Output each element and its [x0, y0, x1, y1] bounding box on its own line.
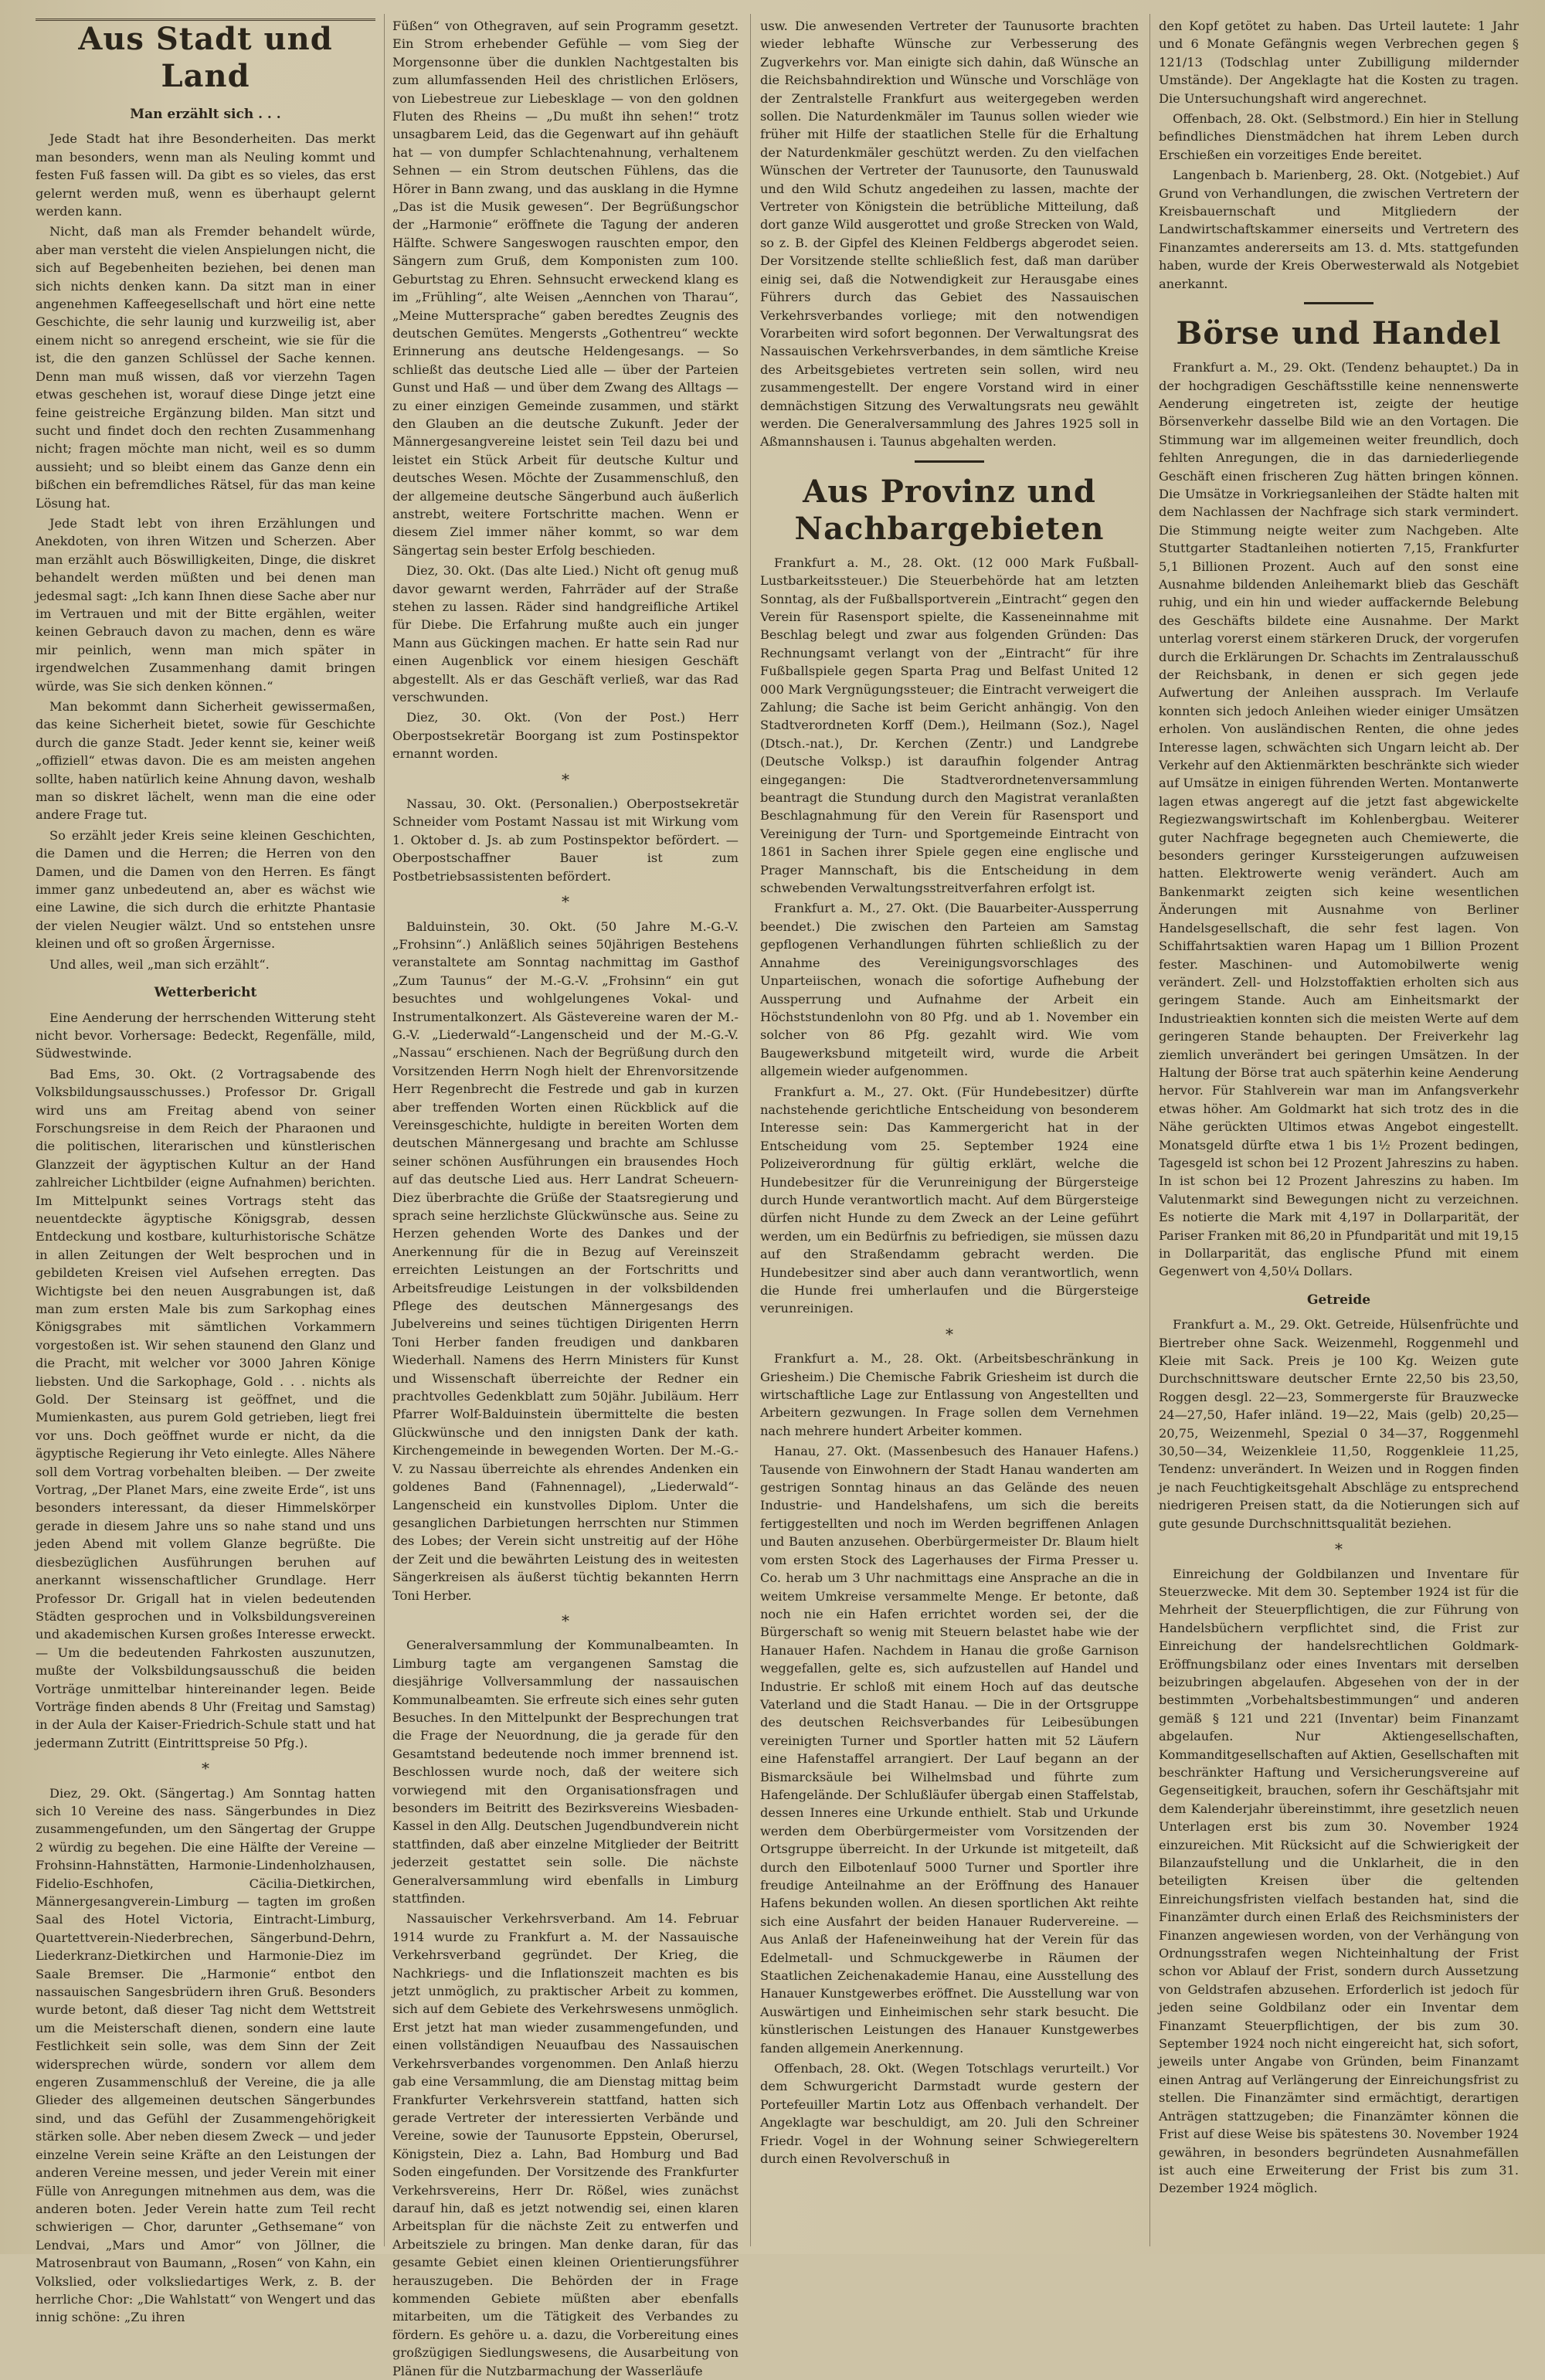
article-paragraph: Offenbach, 28. Okt. (Selbstmord.) Ein hier in Stellung befindliches Dienstmädchen hat ihrem Leben durch Erschießen ein vorzeitiges Ende bereitet. [1159, 111, 1519, 162]
article-paragraph: Generalversammlung der Kommunalbeamten. In Limburg tagte am vergangenen Samstag die diesjährige Vollversammlung der nassauischen Kommunalbeamten. Sie erfreute sich eines sehr guten Besuches. In den Mittelpunkt der Besprechungen trat die Frage der Neuordnung, die ja gerade für den Gesamtstand bedeutende noch immer brennend ist. Beschlossen wurde noch, daß der weitere sich vorwiegend mit den Organisationsfragen und besonders im Beitritt des Bezirksvereins Wiesbaden-Kassel in den Allg. Deutschen Jugendbundverein nicht stattfinden, daß aber einzelne Mitglieder der Beitritt jederzeit gestattet sein solle. Die nächste Generalversammlung wird ebenfalls in Limburg stattfinden. [392, 1638, 739, 1906]
article-paragraph: Diez, 30. Okt. (Das alte Lied.) Nicht oft genug muß davor gewarnt werden, Fahrräder auf der Straße stehen zu lassen. Räder sind handgreifliche Artikel für Diebe. Die Erfahrung mußte auch ein junger Mann aus Gückingen machen. Er hatte sein Rad nur einen Augenblick vor einem hiesigen Geschäft abgestellt. Als er das Geschäft verließ, war das Rad verschwunden. [392, 563, 739, 705]
article-paragraph: Frankfurt a. M., 28. Okt. (Arbeitsbeschränkung in Griesheim.) Die Chemische Fabrik Griesheim ist durch die wirtschaftliche Lage zur Entlassung von Angestellten und Arbeitern gezwungen. In Frage sollen dem Vernehmen nach mehrere hundert Arbeiter kommen. [760, 1351, 1139, 1438]
article-separator: * [562, 769, 569, 789]
article-paragraph: Füßen“ von Othegraven, auf sein Programm gesetzt. Ein Strom erhebender Gefühle — vom Sieg der Morgensonne über die dunklen Nachtgestalten bis zum allumfassenden Heil des christlichen Erlösers, von Liebestreue zur Liebesklage — von den goldnen Fluten des Rheins — „Du mußt ihn sehen!“ trotz unsagbarem Leid, das die Gegenwart auf ihn gehäuft hat — von dumpfer Schlachtenahnung, verhaltenem Sehnen — ein Strom deutschen Fühlens, das die Hörer in Bann zwang, und das ausklang in die Hymne „Das ist die Musik gewesen“. Der Begrüßungschor der „Harmonie“ eröffnete die Tagung der anderen Hälfte. Schwere Sangeswogen rauschten empor, den Sängern zum Gruß, dem Komponisten zum 100. Geburtstag zu Ehren. Sehnsucht erweckend klang es im „Frühling“, alte Weisen „Aennchen von Tharau“, „Meine Muttersprache“ gaben beredtes Zeugnis des deutschen Gemütes. Mengersts „Gothentreu“ weckte Erinnerung ans deutsche Heldengesangs. — So schließt das deutsche Lied alle — über der Parteien Gunst und Haß — und über dem Zwang des Alltags — zu einer einzigen Gemeinde zusammen, und stärkt den Glauben an die deutsche Zukunft. Jeder der Männergesangvereine leistet sein Teil dazu bei und leistet ein Stück Arbeit für deutsche Kultur und deutsches Wesen. Möchte der Zusammenschluß, den der allgemeine deutsche Sängerbund auch äußerlich anstrebt, weitere Fortschritte machen. Wenn er diesem Ziel immer näher kommt, so war dem Sängertag sein bester Erfolg beschieden. [392, 19, 739, 558]
article-paragraph: So erzählt jeder Kreis seine kleinen Geschichten, die Damen und die Herren; die Herren von den Damen, und die Damen von den Herren. Es fängt immer ganz unbedeutend an, aber es wächst wie eine Lawine, die sich durch die erhitzte Phantasie der vielen Neugier wälzt. Und so entstehen unsre kleinen und oft so großen Ärgernisse. [36, 827, 375, 952]
article-subhead: Man erzählt sich . . . [130, 107, 281, 122]
article-paragraph: Man bekommt dann Sicherheit gewissermaßen, das keine Sicherheit bietet, sowie für Geschichte durch die ganze Stadt. Jeder kennt sie, keiner weiß „offiziell“ etwas davon. Die es am meisten angehen sollte, haben natürlich keine Ahnung davon, weshalb man so diskret lächelt, wenn man die eine oder andere Frage tut. [36, 699, 375, 823]
article-paragraph: Langenbach b. Marienberg, 28. Okt. (Notgebiet.) Auf Grund von Verhandlungen, die zwischen Vertretern der Kreisbauernschaft und Mitgliedern der Landwirtschaftskammer einerseits und Vertretern des Finanzamtes andererseits am 13. d. Mts. stattgefunden haben, wurde der Kreis Oberwesterwald als Notgebiet anerkannt. [1159, 168, 1519, 291]
article-paragraph: Einreichung der Goldbilanzen und Inventare für Steuerzwecke. Mit dem 30. September 1924 ist für die Mehrheit der Steuerpflichtigen, die zur Führung von Handelsbüchern verpflichtet sind, die Frist zur Einreichung der handelsrechtlichen Goldmark-Eröffnungsbilanz oder eines Inventars mit derselben beizubringen abgelaufen. Abgesehen von der in der bestimmten „Vorbehaltsbestimmungen“ und anderen gemäß § 121 und 221 (Inventar) beim Finanzamt abgelaufen. Nur Aktiengesellschaften, Kommanditgesellschaften auf Aktien, Gesellschaften mit beschränkter Haftung und Versicherungsvereine auf Gegenseitigkeit, brauchen, sofern ihr Geschäftsjahr mit dem Kalenderjahr übereinstimmt, ihre gesetzlich neuen Unterlagen erst bis zum 30. November 1924 einzureichen. Mit Rücksicht auf die Schwierigkeit der Bilanzaufstellung und die Unklarheit, die in den beteiligten Kreisen über die geltenden Einreichungsfristen vielfach bestanden hat, sind die Finanzämter durch einen Erlaß des Reichsministers der Finanzen angewiesen worden, von der Verhängung von Ordnungsstrafen wegen Nichteinhaltung der Frist schon vor Ablauf der Frist, sondern durch Aussetzung von Geldstrafen abzusehen. Erforderlich ist jedoch für jeden seine Goldbilanz oder ein Inventar dem Finanzamt Steuerpflichtigen, der bis zum 30. September 1924 noch nicht eingereicht hat, sich sofort, jeweils unter Angabe von Gründen, beim Finanzamt einen Antrag auf Verlängerung der Einreichungsfrist zu stellen. Die Finanzämter sind ermächtigt, derartigen Anträgen stattzugeben; die Finanzämter können die Frist auf diese Weise bis spätestens 30. November 1924 gewähren, in besonders begründeten Ausnahmefällen ist auch eine Erweiterung der Frist bis zum 31. Dezember 1924 möglich. [1159, 1566, 1519, 2196]
article-paragraph: Jede Stadt lebt von ihren Erzählungen und Anekdoten, von ihren Witzen und Scherzen. Aber man erzählt auch Böswilligkeiten, Dinge, die diskret behandelt werden müßten und bei denen man jedesmal sagt: „Ich kann Ihnen diese Sache aber nur im Vertrauen und mit der Bitte ergählen, weiter keinen Gebrauch davon zu machen, denn es wäre mir peinlich, wenn man mich später in irgendwelchen Zusammenhang damit bringen würde, was Sie sich denken können.“ [36, 515, 375, 694]
article-separator: * [562, 1611, 569, 1630]
section-headline: Börse und Handel [1176, 315, 1502, 352]
article-paragraph: Balduinstein, 30. Okt. (50 Jahre M.-G.-V. „Frohsinn“.) Anläßlich seines 50jährigen Bestehens veranstaltete am Sonntag nachmittag im Gasthof „Zum Taunus“ der M.-G.-V. „Frohsinn“ ein gut besuchtes und wohlgelungenes Vokal- und Instrumentalkonzert. Als Gästevereine waren der M.-G.-V. „Liederwald“-Langenscheid und der M.-G.-V. „Nassau“ erschienen. Nach der Begrüßung durch den Vorsitzenden Herrn Nogh hielt der Ehrenvorsitzende Herr Regenbrecht die Festrede und gab in kurzen aber treffenden Worten einen Rückblick auf die Vereinsgeschichte, huldigte in bereiten Worten dem deutschen Männergesang und brachte am Schlusse seiner schönen Ausführungen ein brausendes Hoch auf das deutsche Lied aus. Herr Landrat Scheuern-Diez überbrachte die Grüße der Staatsregierung und sprach seine herzlichste Glückwünsche aus. Seine zu Herzen gehenden Worte des Dankes und der Anerkennung für die in Bezug auf Vereinszeit erreichten Leistungen an der Fortschritts und Arbeitsfreudige Leistungen in der volksbildenden Pflege des deutschen Männergesangs des Jubelvereins und seines tüchtigen Dirigenten Herrn Toni Herber fanden freudigen und dankbaren Wiederhall. Namens des Herrn Ministers für Kunst und Wissenschaft überreichte der Redner ein prachtvolles Gedenkblatt zum 50jähr. Jubiläum. Herr Pfarrer Wolf-Balduinstein übermittelte die besten Glückwünsche und den innigsten Dank der kath. Kirchengemeinde in bewegenden Worten. Der M.-G.-V. zu Nassau überreichte als ehrendes Andenken ein goldenes Band (Fahnennagel), „Liederwald“-Langenscheid ein kunstvolles Diplom. Unter die gesanglichen Darbietungen herrschten nur Stimmen des Lobes; der Verein sicht unstreitig auf der Höhe der Zeit und die bewährten Leistung des in weitesten Sängerkreisen als äußerst tüchtig bekannten Herrn Toni Herber. [392, 918, 739, 1603]
article-subhead: Getreide [1306, 1292, 1371, 1308]
column-1 [36, 17, 375, 2325]
article-paragraph: Eine Aenderung der herrschenden Witterung steht nicht bevor. Vorhersage: Bedeckt, Regenfälle, mild, Südwestwinde. [36, 1010, 375, 1061]
column-3 [760, 17, 1139, 2242]
article-paragraph: Frankfurt a. M., 29. Okt. Getreide, Hülsenfrüchte und Biertreber ohne Sack. Weizenmehl, Roggenmehl und Kleie mit Sack. Preis je 100 Kg. Weizen gute Durchschnittsware deutscher Ernte 22,50 bis 23,50, Roggen desgl. 22—23, Sommergerste für Brauzwecke 24—27,50, Hafer inländ. 19—22, Mais (gelb) 20,25—20,75, Weizenmehl, Spezial 0 34—37, Roggenmehl 30,50—34, Weizenkleie 11,50, Roggenkleie 11,25, Tendenz: unverändert. In Weizen und in Roggen finden je nach Feuchtigkeitsgehalt Abschläge zu entsprechend niedrigeren Preisen statt, da die Notierungen sich auf gute gesunde Durchschnittsqualität beziehen. [1159, 1317, 1519, 1531]
article-paragraph: Frankfurt a. M., 27. Okt. (Für Hundebesitzer) dürfte nachstehende gerichtliche Entscheidung von besonderem Interesse sein: Das Kammergericht hat in der Entscheidung vom 25. September 1924 eine Polizeiverordnung für gültig erklärt, welche die Hundebesitzer für die Verunreinigung der Bürgersteige durch Hunde verantwortlich macht. Auf dem Bürgersteige dürfen nicht Hunde zu dem Zweck an der Leine geführt werden, um ein Bedürfnis zu befriedigen, sie müssen dazu auf den Straßendamm gebracht werden. Die Hundebesitzer sind aber auch dann verantwortlich, wenn die Hunde frei umherlaufen und die Bürgersteige verunreinigen. [760, 1084, 1139, 1316]
column-rule [384, 14, 385, 2246]
article-separator: * [946, 1324, 953, 1343]
article-paragraph: Nicht, daß man als Fremder behandelt würde, aber man versteht die vielen Anspielungen nicht, die sich auf Begebenheiten beziehen, bei denen man sich nichts denken kann. Da sitzt man in einer angenehmen Kaffeegesellschaft und hört eine nette Geschichte, die sehr launig und kurzweilig ist, aber einem nicht so anregend erscheint, wie sie für die ist, die den ganzen Schlüssel der Sache kennen. Denn man muß wissen, daß vor vierzehn Tagen etwas geschehen ist, worauf diese Dinge jetzt eine feine geistreiche Ergänzung bilden. Man sitzt und sucht und findet doch den rechten Zusammenhang nicht; fragen möchte man nicht, weil es so dumm aussieht; und so bleibt einem das Ganze denn ein bißchen ein befremdliches Rätsel, für das man keine Lösung hat. [36, 224, 375, 511]
article-paragraph: Nassau, 30. Okt. (Personalien.) Oberpostsekretär Schneider vom Postamt Nassau ist mit Wirkung vom 1. Oktober d. Js. ab zum Postinspektor befördert. — Oberpostschaffner Bauer ist zum Postbetriebsassistenten befördert. [392, 796, 739, 884]
column-4 [1159, 17, 1519, 2242]
column-rule [1149, 14, 1150, 2246]
article-paragraph: Bad Ems, 30. Okt. (2 Vortragsabende des Volksbildungsausschusses.) Professor Dr. Grigall wird uns am Freitag abend von seiner Forschungsreise in dem Reich der Pharaonen und die politischen, literarischen und künstlerischen Glanzzeit der ägyptischen Kultur an der Hand zahlreicher Lichtbilder (eigne Aufnahmen) berichten. Im Mittelpunkt seines Vortrags steht das neuentdeckte ägyptische Königsgrab, dessen Entdeckung und kostbare, kulturhistorische Schätze in allen Zeitungen der Welt besprochen und in gebildeten Kreisen viel Aufsehen erregten. Das Wichtigste bei den neuen Ausgrabungen ist, daß man zum ersten Male bis zum Sarkophag eines Königsgrabes mit sämtlichen Vorkammern vorgestoßen ist. Wir sehen staunend den Glanz und die Pracht, mit welcher vor 3000 Jahren Könige liebsten. Und die Sarkophage, Gold . . . nichts als Gold. Der Steinsarg ist geöffnet, und die Mumienkasten, aus purem Gold getrieben, liegt frei vor uns. Doch geöffnet wurde er nicht, da die ägyptische Regierung ihr Veto einlegte. Alles Nähere soll dem Vortrag vorbehalten bleiben. — Der zweite Vortrag, „Der Planet Mars, eine zweite Erde“, ist uns besonders interessant, da dieser Himmelskörper gerade in diesem Jahre uns so nahe stand und uns jeden Abend mit vollem Glanze begrüßte. Die diesbezüglichen Ausführungen beruhen auf anerkannt wissenschaftlicher Grundlage. Herr Professor Dr. Grigall hat in vielen bedeutenden Städten gesprochen und in Volksbildungsvereinen und akademischen Kursen großes Interesse erweckt. — Um die bedeutenden Fahrkosten auszunutzen, mußte der Volksbildungsausschuß die beiden Vorträge unmittelbar hintereinander legen. Beide Vorträge finden abends 8 Uhr (Freitag und Samstag) in der Aula der Kaiser-Friedrich-Schule statt und hat jedermann Zutritt (Eintrittspreise 50 Pfg.). [36, 1066, 375, 1750]
article-paragraph: Frankfurt a. M., 29. Okt. (Tendenz behauptet.) Da in der hochgradigen Geschäftsstille keine nennenswerte Aenderung eingetreten ist, zeigte der heutige Börsenverkehr dasselbe Bild wie an den Vortagen. Die Stimmung war im allgemeinen weiter freundlich, doch fehlten Anregungen, die in das darniederliegende Geschäft einen frischeren Zug hätten bringen können. Die Umsätze in Vorkriegsanleihen der Städte halten mit dem Nachlassen der Nachfrage sich stark vermindert. Die Stimmung neigte weiter zum Nachgeben. Alte Stuttgarter Stadtanleihen notierten 7,15, Frankfurter 5,1 Billionen Prozent. Auch auf den sonst eine Ausnahme bildenden Anleihemarkt blieb das Geschäft ruhig, und ein hin und wieder auffackernde Belebung des Geschäfts bildete eine Ausnahme. Der Markt unterlag vorerst einem stärkeren Druck, der vorgerufen durch die Erklärungen Dr. Schachts im Zentralausschuß der Reichsbank, in denen er sich gegen jede Aufwertung der Anleihen aussprach. Im Verlaufe konnten sich jedoch Anleihen wieder einiger Umsätzen erholen. Von ausländischen Renten, die ohne jedes Interesse lagen, schwächten sich Ungarn leicht ab. Der Verkehr auf den Aktienmärkten beschränkte sich wieder auf Umsätze in einigen führenden Werten. Montanwerte lagen etwas angeregt auf die jetzt fast abgewickelte Regiezwangswirtschaft im Kohlenbergbau. Weiterer guter Nachfrage begegneten auch Chemiewerte, die besonders geringer Kurssteigerungen aufzuweisen hatten. Elektrowerte wenig verändert. Auch am Bankenmarkt zeigten sich keine wesentlichen Änderungen mit Ausnahme von Berliner Handelsgesellschaft, die sehr fest lagen. Von Schiffahrtsaktien waren Hapag um 1 Billion Prozent fester. Maschinen- und Automobilwerte wenig verändert. Zell- und Holzstoffaktien erholten sich aus geringem Stande. Auch am Einheitsmarkt der Industrieaktien konnten sich die meisten Werte auf dem geringeren Stande behaupten. Der Freiverkehr lag ziemlich unverändert bei geringen Umsätzen. In der Haltung der Börse trat auch späterhin keine Aenderung hervor. Für Stahlverein war man im Anfangsverkehr etwas höher. Am Goldmarkt hat sich trotz des in die Nähe gerückten Ultimos etwas Angebot eingestellt. Monatsgeld dürfte etwa 1 bis 1½ Prozent bedingen, Tagesgeld ist schon bei 12 Prozent Jahreszins zu haben. In ist schon bei 12 Prozent Jahreszins zu haben. Im Valutenmarkt sind Bewegungen nicht zu verzeichnen. Es notierte die Mark mit 4,197 in Dollarparität, der Pariser Franken mit 86,20 in Pfundparität und mit 19,15 in Dollarparität, das englische Pfund mit einem Gegenwert von 4,50¼ Dollars. [1159, 360, 1519, 1279]
section-divider [915, 460, 984, 463]
article-paragraph: Nassauischer Verkehrsverband. Am 14. Februar 1914 wurde zu Frankfurt a. M. der Nassauische Verkehrsverband gegründet. Der Krieg, die Nachkriegs- und die Inflationszeit machten es bis jetzt unmöglich, zu praktischer Arbeit zu kommen, sich auf dem Gebiete des Verkehrswesens unmöglich. Erst jetzt hat man wieder zusammengefunden, und einen vollständigen Neuaufbau des Nassauischen Verkehrsverbandes vorgenommen. Den Anlaß hierzu gab eine Versammlung, die am Dienstag mittag beim Frankfurter Verkehrsverein stattfand, hatten sich gerade Vertreter der interessierten Verbände und Vereine, sowie der Taunusorte Eppstein, Oberursel, Königstein, Diez a. Lahn, Bad Homburg und Bad Soden eingefunden. Der Vorsitzende des Frankfurter Verkehrsvereins, Herr Dr. Rößel, wies zunächst darauf hin, daß es jetzt notwendig sei, einen klaren Arbeitsplan für die nächste Zeit zu entwerfen und Arbeitsziele zu bringen. Man denke daran, für das gesamte Gebiet einen kleinen Orientierungsführer herauszugeben. Die Behörden der in Frage kommenden Gebiete müßten aber ebenfalls mitarbeiten, um die Tätigkeit des Verbandes zu fördern. Es gehöre u. a. dazu, die Vorbereitung eines großzügigen Siedlungswesens, die Ausarbeitung von Plänen für die Nutzbarmachung der Wasserläufe [392, 1911, 739, 2378]
article-paragraph: Und alles, weil „man sich erzählt“. [49, 956, 270, 972]
section-headline: Aus Stadt und Land [36, 19, 375, 95]
article-separator: * [1335, 1540, 1343, 1559]
column-rule [750, 14, 751, 2246]
article-paragraph: Frankfurt a. M., 27. Okt. (Die Bauarbeiter-Aussperrung beendet.) Die zwischen den Parteien am Samstag gepflogenen Verhandlungen führten schließlich zu der Annahme des Vereinigungsvorschlages des Unparteiischen, wonach die sofortige Aufhebung der Aussperrung und Aufnahme der Arbeit ein Höchststundenlohn von 80 Pfg. und ab 1. November ein solcher von 86 Pfg. gezahlt wird. Wie vom Baugewerksbund mitgeteilt wird, wurde die Arbeit allgemein wieder aufgenommen. [760, 901, 1139, 1079]
article-paragraph: Jede Stadt hat ihre Besonderheiten. Das merkt man besonders, wenn man als Neuling kommt und festen Fuß fassen will. Da gibt es so vieles, das erst gelernt werden muß, wenn es überhaupt gelernt werden kann. [36, 131, 375, 219]
article-paragraph: den Kopf getötet zu haben. Das Urteil lautete: 1 Jahr und 6 Monate Gefängnis wegen Verbrechen gegen § 121/13 (Todschlag unter Zubilligung mildernder Umstände). Der Angeklagte hat die Kosten zu tragen. Die Untersuchungshaft wird angerechnet. [1159, 19, 1519, 106]
article-paragraph: Diez, 30. Okt. (Von der Post.) Herr Oberpostsekretär Boorgang ist zum Postinspektor ernannt worden. [392, 710, 739, 762]
article-subhead: Wetterbericht [154, 985, 257, 1001]
article-paragraph: Frankfurt a. M., 28. Okt. (12 000 Mark Fußball-Lustbarkeitssteuer.) Die Steuerbehörde hat am letzten Sonntag, als der Fußballsportverein „Eintracht“ gegen den Verein für Rasensport spielte, die Kasseneinnahme mit Beschlag belegt und zwar aus folgenden Gründen: Das Rechnungsamt verlangt von der „Eintracht“ für ihre Fußballspiele gegen Sparta Prag und Belfast United 12 000 Mark Vergnügungssteuer; die Eintracht verweigert die Zahlung; die Sache ist beim Gericht anhängig. Von den Stadtverordneten Korff (Dem.), Heilmann (Soz.), Nagel (Dtsch.-nat.), Dr. Kerchen (Zentr.) und Landgrebe (Deutsche Volksp.) ist daraufhin folgender Antrag eingegangen: Die Stadtverordnetenversammlung beantragt die Stundung durch den Magistrat veranlaßten Beschlagnahmung für den Verein für Rasensport und Vereinigung der Turn- und Sportgemeinde Eintracht von 1861 in Sachen ihrer Spiele gegen eine englische und Prager Mannschaft, bis die Entscheidung in dem schwebenden Verwaltungsstreitverfahren erfolgt ist. [760, 555, 1139, 896]
column-2 [392, 17, 739, 2378]
article-separator: * [562, 892, 569, 912]
section-divider [1304, 302, 1374, 304]
article-paragraph: Offenbach, 28. Okt. (Wegen Totschlags verurteilt.) Vor dem Schwurgericht Darmstadt wurde gestern der Portefeuiller Martin Lotz aus Offenbach verhandelt. Der Angeklagte war beschuldigt, am 20. Juli den Schreiner Friedr. Vogel in der Wohnung seiner Schwiegereltern durch einen Revolverschuß in [760, 2061, 1139, 2167]
section-headline: Aus Provinz und Nachbargebieten [794, 473, 1105, 547]
article-separator: * [202, 1759, 209, 1778]
article-paragraph: usw. Die anwesenden Vertreter der Taunusorte brachten wieder lebhafte Wünsche zur Verbesserung des Zugverkehrs vor. Man einigte sich dahin, daß Wünsche an die Reichsbahndirektion und Wünsche und Vorschläge von der Zentralstelle Frankfurt aus weitergegeben werden sollen. Die Naturdenkmäler im Taunus sollen wieder wie früher mit Hilfe der staatlichen Stelle für die Erhaltung der Naturdenkmäler geschützt werden. Zu den vielfachen Wünschen der Vertreter der Taunusorte, den Taunuswald und den Wild Schutz angedeihen zu lassen, machte der Vertreter von Königstein die betrübliche Mitteilung, daß dort ganze Wild ausgerottet und große Strecken von Wald, so z. B. der Gipfel des Kleinen Feldbergs abgerodet seien. Der Vorsitzende stellte schließlich fest, daß man darüber einig sei, daß die Notwendigkeit zur Herausgabe eines Führers durch das Gebiet des Nassauischen Verkehrsverbandes vorliege; mit den notwendigen Vorarbeiten wird sofort begonnen. Der Verwaltungsrat des Nassauischen Verkehrsverbandes, in dem sämtliche Kreise des Arbeitsgebietes vertreten sein sollen, wird neu zusammengestellt. Der engere Vorstand wird in einer demnächstigen Sitzung des Verwaltungsrats neu gewählt werden. Die Generalversammlung des Jahres 1925 soll in Aßmannshausen i. Taunus abgehalten werden. [760, 19, 1139, 450]
article-paragraph: Diez, 29. Okt. (Sängertag.) Am Sonntag hatten sich 10 Vereine des nass. Sängerbundes in Diez zusammengefunden, um den Sängertag der Gruppe 2 würdig zu begehen. Die eine Hälfte der Vereine — Frohsinn-Hahnstätten, Harmonie-Lindenholzhausen, Fidelio-Eschhofen, Cäcilia-Dietkirchen, Männergesangverein-Limburg — tagten im großen Saal des Hotel Victoria, Eintracht-Limburg, Quartettverein-Niederbrechen, Sängerbund-Dehrn, Liederkranz-Dietkirchen und Harmonie-Diez im Saale Bremser. Die „Harmonie“ entbot den nassauischen Sangesbrüdern ihren Gruß. Besonders wurde betont, daß dieser Tag nicht dem Wettstreit um die Meisterschaft dienen, sondern eine laute Festlichkeit sein solle, was dem Sinn der Zeit widersprechen würde, sondern vor allem dem engeren Zusammenschluß der Vereine, die ja alle Glieder des allgemeinen deutschen Sängerbundes sind, und das Gefühl der Zusammengehörigkeit stärken solle. Aber neben diesem Zweck — und jeder einzelne Verein seine Kräfte an den Leistungen der anderen Vereine messen, und jeder Verein mit einer Fülle von Anregungen mitnehmen aus dem, was die anderen boten. Jeder Verein hatte zum Teil recht schwierigen — Chor, darunter „Gethsemane“ von Lendvai, „Mars und Amor“ von Jöllner, die Matrosenbraut von Baumann, „Rosen“ von Kahn, ein Volkslied, oder volksliedartiges Werk, z. B. der herrliche Chor: „Die Wahlstatt“ von Wengert und das innig schöne: „Zu ihren [36, 1785, 375, 2325]
article-paragraph: Hanau, 27. Okt. (Massenbesuch des Hanauer Hafens.) Tausende von Einwohnern der Stadt Hanau wanderten am gestrigen Sonntag hinaus an das Gelände des neuen Industrie- und Handelshafens, um sich die bereits fertiggestellten und noch im Werden begriffenen Anlagen und Bauten anzusehen. Oberbürgermeister Dr. Blaum hielt vom ersten Stock des Lagerhauses der Firma Presser u. Co. herab um 3 Uhr nachmittags eine Ansprache an die in weitem Umkreise versammelte Menge. Er betonte, daß noch nie ein Hafen errichtet worden sei, der die Bürgerschaft so wenig mit Steuern belastet habe wie der Hanauer Hafen. Nachdem in Hanau die große Garnison weggefallen, gelte es, sich aufzustellen auf Handel und Industrie. Er schloß mit einem Hoch auf das deutsche Vaterland und die Stadt Hanau. — Die in der Ortsgruppe des deutschen Reichsverbandes für Leibesübungen vereinigten Turner und Sportler hatten mit 52 Läufern eine Hafenstaffel arrangiert. Der Lauf begann an der Bismarcksäule bei Wilhelmsbad und führte zum Hafengelände. Der Schlußläufer übergab einen Staffelstab, dessen Inneres eine Urkunde enthielt. Stab und Urkunde werden dem Oberbürgermeister vom Vorsitzenden der Ortsgruppe überreicht. In der Urkunde ist mitgeteilt, daß durch den Eilbotenlauf 5000 Turner und Sportler ihre freudige Anteilnahme an der Eröffnung des Hanauer Hafens bekunden wollen. An diesen sportlichen Akt reihte sich eine Ausfahrt der beiden Hanauer Rudervereine. — Aus Anlaß der Hafeneinweihung hat der Verein für das Edelmetall- und Schmuckgewerbe in Räumen der Staatlichen Zeichenakademie Hanau, eine Ausstellung des Hanauer Kunstgewerbes eröffnet. Die Ausstellung war von Auswärtigen und Einheimischen sehr stark besucht. Die künstlerischen Leistungen des Hanauer Kunstgewerbes fanden allgemein Anerkennung. [760, 1444, 1139, 2056]
